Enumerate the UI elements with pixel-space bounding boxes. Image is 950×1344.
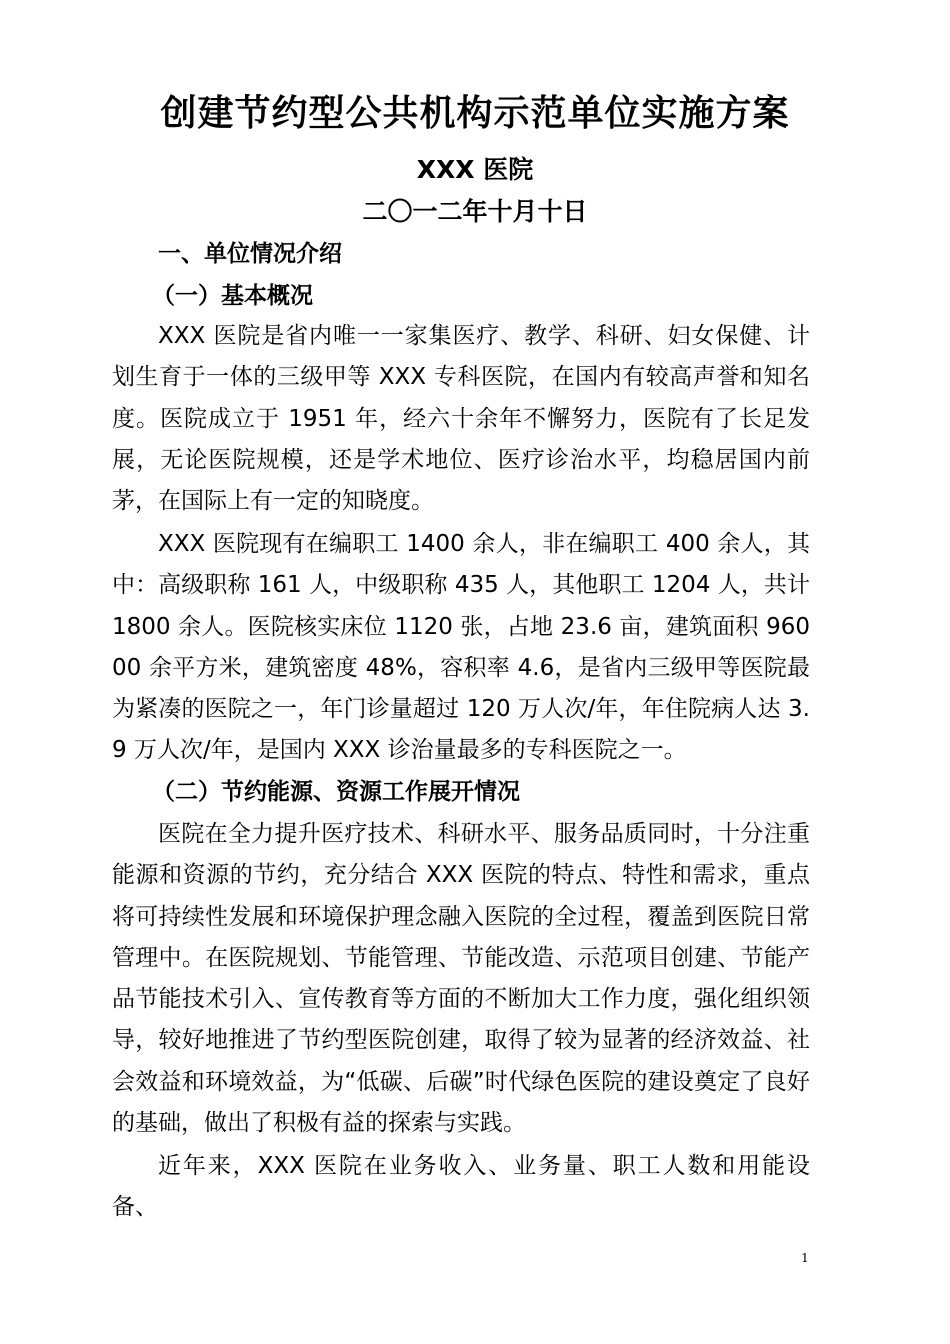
document-date: 二〇一二年十月十日 [362, 197, 588, 226]
paragraph-staff-and-facilities: XXX 医院现有在编职工 1400 余人，非在编职工 400 余人，其中：高级职称 161 人，中级职称 435 人，其他职工 1204 人，共计 1800 余人。医院核实床位 1120 张，占地 23.6 亩，建筑面积 96000 余平方米，建筑密度 48%，容积率 4.6，是省内三级甲等医院最为紧凑的医院之一，年门诊量超过 120 万人次/年，年住院病人达 3.9 万人次/年，是国内 XXX 诊治量最多的专科医院之一。 [112, 531, 810, 764]
subsection-heading-overview: （一）基本概况 [152, 283, 313, 309]
subsection-heading-energy-saving: （二）节约能源、资源工作展开情况 [152, 779, 520, 805]
paragraph-recent-years: 近年来，XXX 医院在业务收入、业务量、职工人数和用能设备、 [112, 1153, 810, 1221]
document-title: 创建节约型公共机构示范单位实施方案 [160, 93, 790, 134]
paragraph-hospital-overview: XXX 医院是省内唯一一家集医疗、教学、科研、妇女保健、计划生育于一体的三级甲等 XXX 专科医院，在国内有较高声誉和知名度。医院成立于 1951 年，经六十余年不懈努力，医院有了长足发展，无论医院规模，还是学术地位、医疗诊治水平，均稳居国内前茅，在国际上有一定的知晓度。 [112, 323, 810, 515]
page-number: 1 [801, 1251, 809, 1265]
paragraph-energy-saving-work: 医院在全力提升医疗技术、科研水平、服务品质同时，十分注重能源和资源的节约，充分结合 XXX 医院的特点、特性和需求，重点将可持续性发展和环境保护理念融入医院的全过程，覆盖到医院日常管理中。在医院规划、节能管理、节能改造、示范项目创建、节能产品节能技术引入、宣传教育等方面的不断加大工作力度，强化组织领导，较好地推进了节约型医院创建，取得了较为显著的经济效益、社会效益和环境效益，为“低碳、后碳”时代绿色医院的建设奠定了良好的基础，做出了积极有益的探索与实践。 [112, 821, 810, 1137]
organization-name: XXX 医院 [416, 155, 534, 184]
section-heading-unit-introduction: 一、单位情况介绍 [158, 241, 342, 267]
